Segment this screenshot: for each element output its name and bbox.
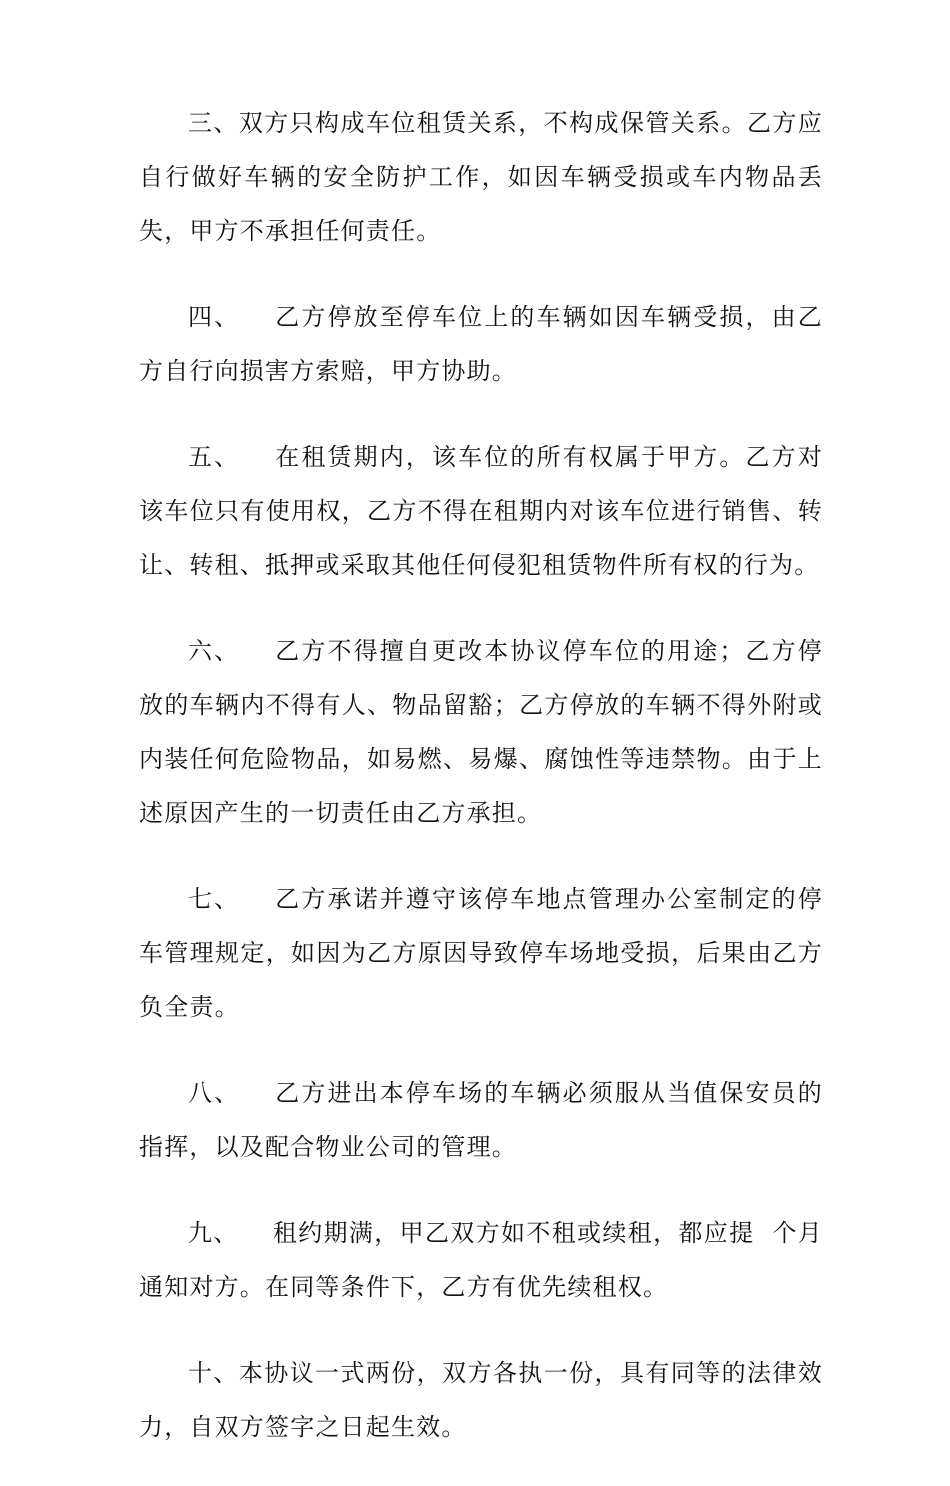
clause-8 [139, 1066, 823, 1174]
clause-number: 三、 [188, 109, 239, 137]
clause-number: 四、 [188, 303, 241, 331]
clause-number: 七、 [188, 885, 241, 913]
clause-5 [139, 430, 823, 592]
clause-number: 十、 [188, 1359, 239, 1387]
clause-text: 乙方不得擅自更改本协议停车位的用途；乙方停放的车辆内不得有人、物品留豁；乙方停放的车辆不得外附或内装任何危险物品，如易燃、易爆、腐蚀性等违禁物。由于上述原因产生的一切责任由乙方承担。 [139, 637, 823, 827]
clause-number: 八、 [188, 1079, 241, 1107]
clause-text: 乙方承诺并遵守该停车地点管理办公室制定的停车管理规定，如因为乙方原因导致停车场地受损，后果由乙方负全责。 [139, 885, 823, 1021]
clause-3 [139, 96, 823, 258]
clause-number: 六、 [188, 637, 241, 665]
clause-10 [139, 1346, 823, 1454]
clause-9 [139, 1206, 823, 1314]
clause-4 [139, 290, 823, 398]
clause-6 [139, 624, 823, 840]
clause-text: 双方只构成车位租赁关系，不构成保管关系。乙方应自行做好车辆的安全防护工作，如因车辆受损或车内物品丢失，甲方不承担任何责任。 [139, 109, 823, 245]
clause-number: 九、 [188, 1219, 239, 1247]
document-body [139, 96, 823, 1486]
clause-text: 乙方停放至停车位上的车辆如因车辆受损，由乙方自行向损害方索赔，甲方协助。 [139, 303, 823, 385]
clause-7 [139, 872, 823, 1034]
clause-text: 本协议一式两份，双方各执一份，具有同等的法律效力，自双方签字之日起生效。 [139, 1359, 823, 1441]
clause-number: 五、 [188, 443, 241, 471]
clause-text: 租约期满，甲乙双方如不租或续租，都应提 个月通知对方。在同等条件下，乙方有优先续租权。 [139, 1219, 823, 1301]
clause-text: 乙方进出本停车场的车辆必须服从当值保安员的指挥，以及配合物业公司的管理。 [139, 1079, 823, 1161]
clause-text: 在租赁期内，该车位的所有权属于甲方。乙方对该车位只有使用权，乙方不得在租期内对该车位进行销售、转让、转租、抵押或采取其他任何侵犯租赁物件所有权的行为。 [139, 443, 823, 579]
